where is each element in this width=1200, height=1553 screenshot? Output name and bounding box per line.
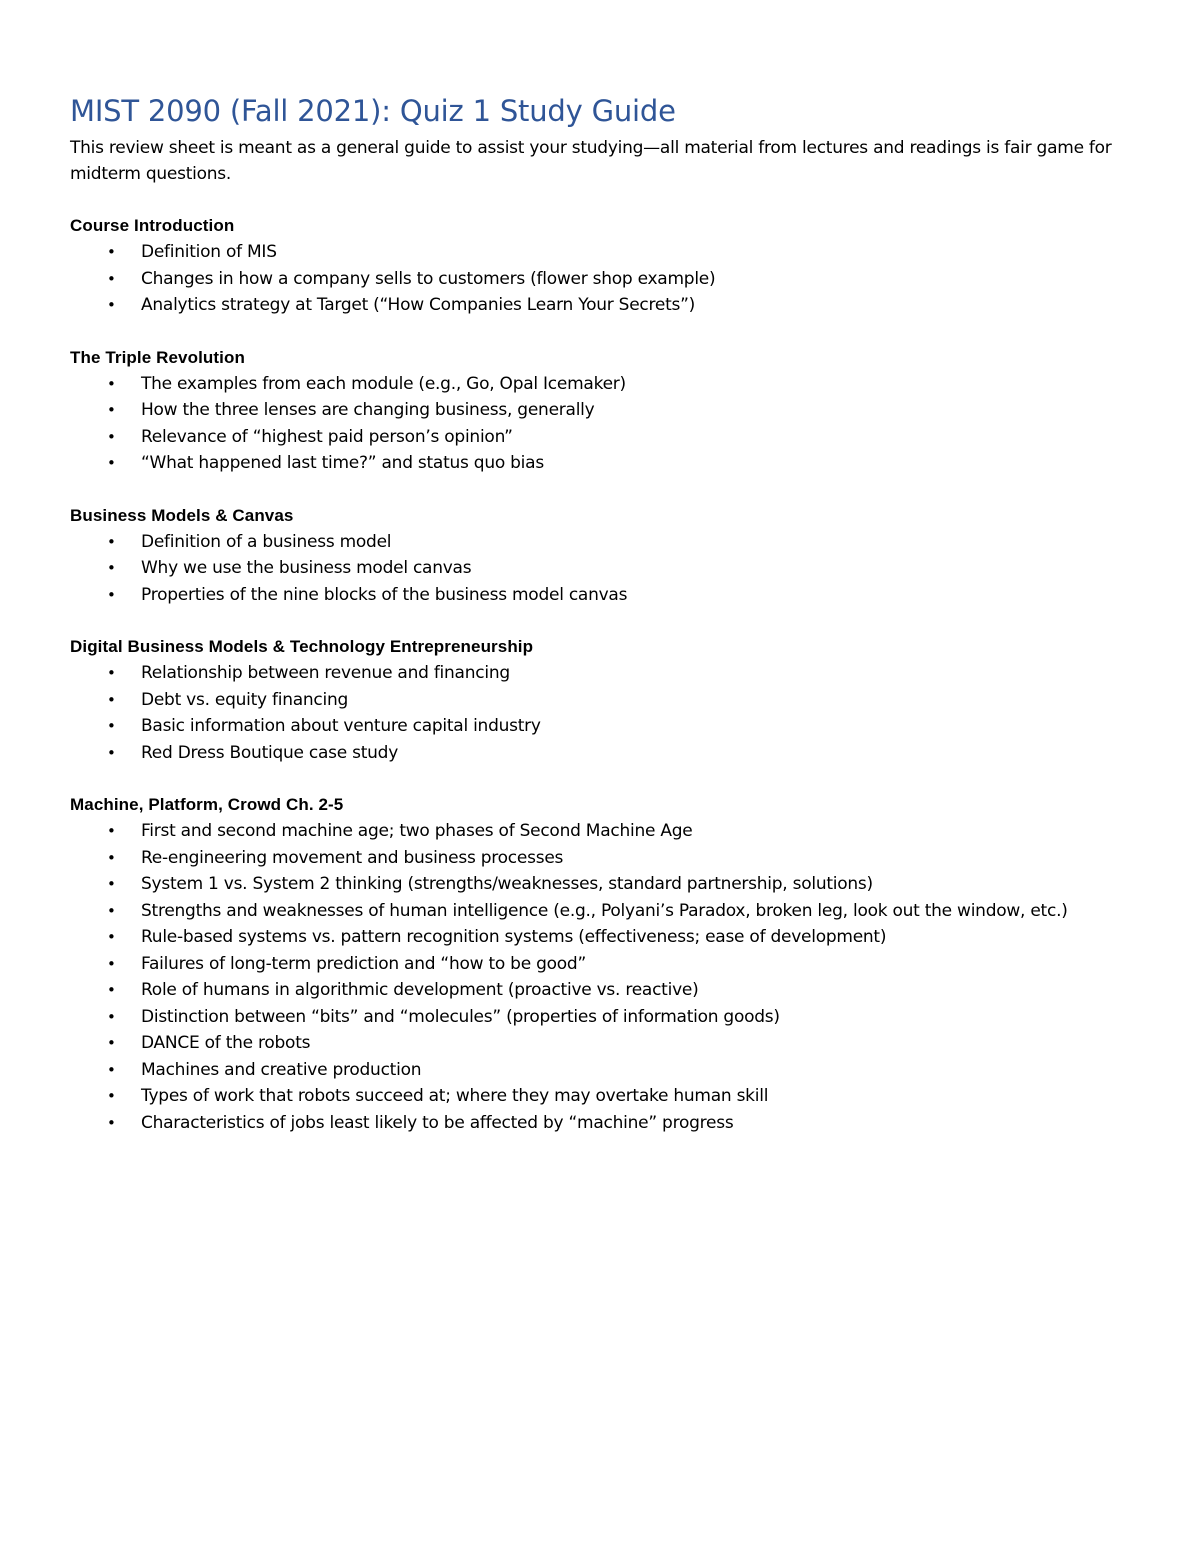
bullet-list (70, 529, 1140, 609)
list-item-text: Characteristics of jobs least likely to be affected by “machine” progress (141, 1112, 734, 1133)
bullet-icon: • (107, 901, 116, 920)
list-item-text: Machines and creative production (141, 1059, 422, 1080)
list-item (70, 871, 1140, 898)
list-item-text: The examples from each module (e.g., Go, Opal Icemaker) (141, 373, 626, 394)
list-item (70, 713, 1140, 740)
list-item-text: Failures of long-term prediction and “how to be good” (141, 953, 587, 974)
bullet-icon: • (107, 743, 116, 762)
bullet-icon: • (107, 717, 116, 735)
document-title: MIST 2090 (Fall 2021): Quiz 1 Study Guide (70, 94, 676, 128)
section (70, 792, 1140, 1136)
sections-container (70, 213, 1140, 1136)
list-item-text: Red Dress Boutique case study (141, 742, 399, 763)
bullet-list (70, 371, 1140, 477)
bullet-icon: • (107, 1113, 116, 1132)
bullet-icon: • (107, 690, 116, 709)
section-heading: Course Introduction (70, 216, 235, 235)
bullet-icon: • (107, 585, 116, 604)
section-heading: Business Models & Canvas (70, 505, 294, 525)
list-item (70, 266, 1140, 293)
bullet-icon: • (107, 427, 116, 446)
list-item-text: Strengths and weaknesses of human intelligence (e.g., Polyani’s Paradox, broken leg, look out the window, etc.) (141, 900, 1068, 921)
list-item (70, 660, 1140, 687)
section (70, 345, 1140, 477)
bullet-icon: • (107, 1007, 116, 1026)
bullet-icon: • (107, 559, 116, 577)
bullet-icon: • (107, 875, 116, 893)
list-item (70, 292, 1140, 319)
section-heading: Digital Business Models & Technology Entrepreneurship (70, 637, 534, 656)
list-item (70, 818, 1140, 845)
bullet-icon: • (107, 243, 116, 261)
list-item (70, 1110, 1140, 1137)
list-item (70, 371, 1140, 398)
bullet-icon: • (107, 981, 116, 999)
bullet-list (70, 239, 1140, 319)
section (70, 503, 1140, 609)
bullet-icon: • (107, 822, 116, 840)
bullet-icon: • (107, 296, 116, 314)
bullet-icon: • (107, 401, 116, 419)
list-item (70, 397, 1140, 424)
list-item (70, 951, 1140, 978)
list-item-text: Distinction between “bits” and “molecules” (properties of information goods) (141, 1006, 780, 1027)
list-item-text: Rule-based systems vs. pattern recognition systems (effectiveness; ease of development) (141, 927, 887, 947)
bullet-icon: • (107, 954, 116, 973)
section-heading: Machine, Platform, Crowd Ch. 2-5 (70, 795, 344, 814)
list-item (70, 687, 1140, 714)
list-item (70, 977, 1140, 1004)
list-item (70, 1004, 1140, 1031)
list-item-text: DANCE of the robots (141, 1033, 311, 1053)
list-item (70, 555, 1140, 582)
list-item-text: Definition of MIS (141, 242, 277, 262)
section (70, 634, 1140, 766)
list-item-text: Relevance of “highest paid person’s opinion” (141, 426, 513, 447)
list-item-text: Debt vs. equity financing (141, 689, 349, 710)
list-item-text: Analytics strategy at Target (“How Companies Learn Your Secrets”) (141, 295, 696, 315)
list-item (70, 898, 1140, 925)
list-item (70, 582, 1140, 609)
list-item (70, 1057, 1140, 1084)
list-item-text: Role of humans in algorithmic development (proactive vs. reactive) (141, 980, 699, 1000)
list-item (70, 924, 1140, 951)
list-item (70, 740, 1140, 767)
list-item-text: Relationship between revenue and financing (141, 663, 510, 683)
section (70, 213, 1140, 319)
list-item (70, 450, 1140, 477)
bullet-icon: • (107, 374, 116, 393)
list-item (70, 424, 1140, 451)
section-heading: The Triple Revolution (70, 347, 245, 367)
bullet-list (70, 660, 1140, 766)
list-item-text: System 1 vs. System 2 thinking (strengths/weaknesses, standard partnership, solutions) (141, 874, 873, 894)
list-item-text: Why we use the business model canvas (141, 558, 472, 578)
list-item (70, 529, 1140, 556)
bullet-icon: • (107, 1087, 116, 1105)
list-item (70, 1083, 1140, 1110)
bullet-icon: • (107, 1034, 116, 1052)
bullet-icon: • (107, 454, 116, 472)
list-item-text: “What happened last time?” and status quo bias (141, 453, 544, 473)
list-item (70, 845, 1140, 872)
list-item-text: Changes in how a company sells to customers (flower shop example) (141, 268, 716, 289)
list-item-text: Definition of a business model (141, 531, 392, 552)
bullet-icon: • (107, 269, 116, 288)
list-item-text: Basic information about venture capital industry (141, 716, 541, 736)
bullet-icon: • (107, 848, 116, 867)
bullet-icon: • (107, 532, 116, 551)
intro-paragraph: This review sheet is meant as a general guide to assist your studying—all material from lectures and readings is fair game for midterm questions. (70, 138, 1112, 184)
list-item-text: How the three lenses are changing business, generally (141, 400, 595, 420)
bullet-icon: • (107, 928, 116, 946)
bullet-icon: • (107, 1060, 116, 1079)
document-page (70, 90, 1140, 1136)
list-item (70, 239, 1140, 266)
list-item-text: Re-engineering movement and business processes (141, 847, 564, 868)
list-item-text: Properties of the nine blocks of the business model canvas (141, 584, 628, 605)
bullet-list (70, 818, 1140, 1136)
list-item-text: First and second machine age; two phases of Second Machine Age (141, 821, 693, 841)
list-item (70, 1030, 1140, 1057)
list-item-text: Types of work that robots succeed at; where they may overtake human skill (141, 1086, 769, 1106)
bullet-icon: • (107, 664, 116, 682)
